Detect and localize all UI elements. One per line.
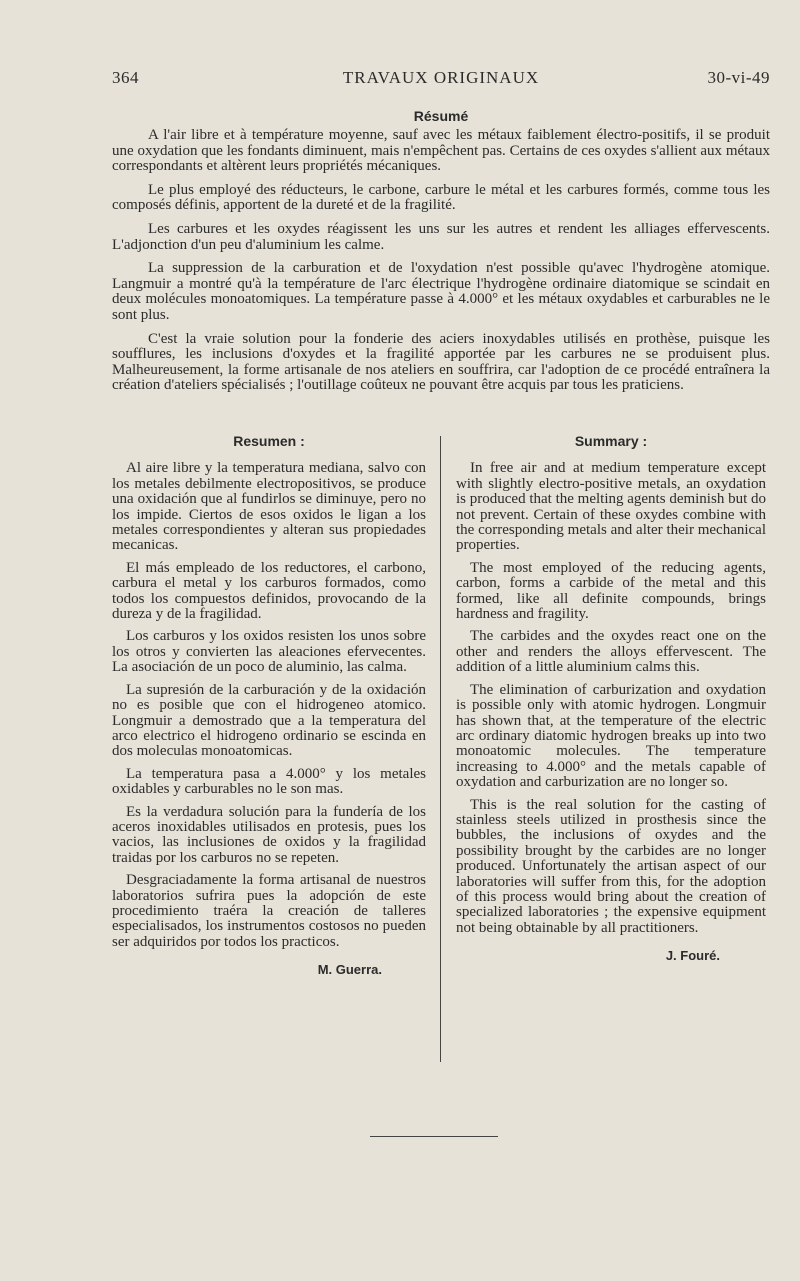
resumen-column — [112, 434, 426, 985]
resume-paragraph: La suppression de la carburation et de l'oxydation n'est possible qu'avec l'hydrogène atomique. Langmuir a montré qu'à la température de l'arc électrique l'hydrogène ordinaire diatomique se scindait en deux molécules monoatomiques. La température passe à 4.000° et les métaux oxydables et carburables ne le sont plus. — [112, 260, 770, 323]
resume-paragraph: Les carbures et les oxydes réagissent les uns sur les autres et rendent les alliages effervescents. L'adjonction d'un peu d'aluminium les calme. — [112, 220, 770, 253]
column-divider — [440, 436, 441, 1062]
resume-paragraph: Le plus employé des réducteurs, le carbone, carbure le métal et les carbures formés, comme tous les composés définis, apportent de la dureté et de la fragilité. — [112, 181, 770, 214]
resumen-signature: M. Guerra. — [317, 962, 382, 978]
resumen-paragraph: La supresión de la carburación y de la oxidación no es posible que con el hidrogeneo atomico. Longmuir a demostrado que a la temperatura del arco electrico el hidrogeno ordinario se escinda en dos moleculas monoatomicas. — [112, 681, 426, 760]
summary-heading: Summary : — [574, 433, 648, 449]
resumen-paragraph: Los carburos y los oxidos resisten los unos sobre los otros y convierten las aleaciones efervecentes. La asociación de un poco de aluminio, las calma. — [112, 628, 426, 676]
resume-paragraph: C'est la vraie solution pour la fonderie des aciers inoxydables utilisés en prothèse, puisque les soufflures, les inclusions d'oxydes et la fragilité apportée par les carbures ne se produisent plus. Malheureusement, la forme artisanale de nos ateliers en souffrira, car l'adoption de ce procédé entraînera la création d'ateliers spécialisés ; l'outillage coûteux ne pouvant être acquis par tous les praticiens. — [112, 330, 770, 394]
page-number: 364 — [112, 68, 139, 87]
summary-paragraph: The carbides and the oxydes react one on the other and renders the alloys effervescent. The addition of a little aluminium calms this. — [456, 628, 766, 676]
running-head — [112, 68, 770, 92]
summary-paragraph: The elimination of carburization and oxydation is possible only with atomic hydrogen. Longmuir has shown that, at the temperature of the electric arc ordinary diatomic hydrogen breaks up into two monoatomic molecules. The temperature increasing to 4.000° and the metals capable of oxydation and carburization are no longer so. — [456, 681, 766, 791]
resumen-paragraph: Es la verdadura solución para la fundería de los aceros inoxidables utilisados en protesis, pues los vacios, las inclusiones de oxidos y la fragilidad traidas por los carburos no se repeten. — [112, 803, 426, 866]
resume-paragraph: A l'air libre et à température moyenne, sauf avec les métaux faiblement électro-positifs, il se produit une oxydation que les fondants diminuent, mais n'empêchent pas. Certains de ces oxydes s'allient aux métaux correspondants et altèrent leurs propriétés mécaniques. — [112, 127, 770, 175]
resumen-paragraph: La temperatura pasa a 4.000° y los metales oxidables y carburables no le son mas. — [112, 765, 426, 798]
summary-paragraph: This is the real solution for the casting of stainless steels utilized in prosthesis since the bubbles, the inclusions of oxydes and the possibility brought by the carbides are no longer produced. Unfortunately the artisan aspect of our laboratories will suffer from this, for the adoption of this process would bring about the creation of specialized laboratories ; the expensive equipment not being obtainable by all practitioners. — [456, 796, 766, 936]
resumen-heading: Resumen : — [233, 433, 305, 449]
summary-paragraph: The most employed of the reducing agents, carbon, forms a carbide of the metal and this formed, like all definite compounds, brings hardness and fragility. — [456, 559, 766, 623]
issue-date: 30-vi-49 — [707, 68, 770, 87]
summary-paragraph: In free air and at medium temperature except with slightly electro-positive metals, an oxydation is produced that the melting agents deminish but do not prevent. Certain of these oxydes combine with the corresponding metals and alter their mechanical properties. — [456, 460, 766, 554]
running-title: TRAVAUX ORIGINAUX — [342, 68, 540, 87]
resumen-paragraph: El más empleado de los reductores, el carbono, carbura el metal y los carburos formados, como todos los compuestos definidos, provocando de la dureza y de la fragilidad. — [112, 559, 426, 623]
resume-heading: Résumé — [413, 108, 469, 124]
summary-column — [456, 434, 766, 971]
end-rule — [370, 1136, 498, 1137]
resume-body — [112, 128, 770, 402]
resumen-paragraph: Desgraciadamente la forma artisanal de nuestros laboratorios sufrira pues la adopción de este procedimiento traéra la creación de talleres especialisados, los instrumentos costosos no pueden ser adquiridos por todos los practicos. — [112, 872, 426, 950]
summary-signature: J. Fouré. — [665, 948, 720, 964]
resumen-paragraph: Al aire libre y la temperatura mediana, salvo con los metales debilmente electropositivos, se produce una oxidación que al fundirlos se diminuye, pero no los impide. Ciertos de esos oxidos le ligan a los metales correspondientes y alteran sus propiedades mecanicas. — [112, 460, 426, 554]
